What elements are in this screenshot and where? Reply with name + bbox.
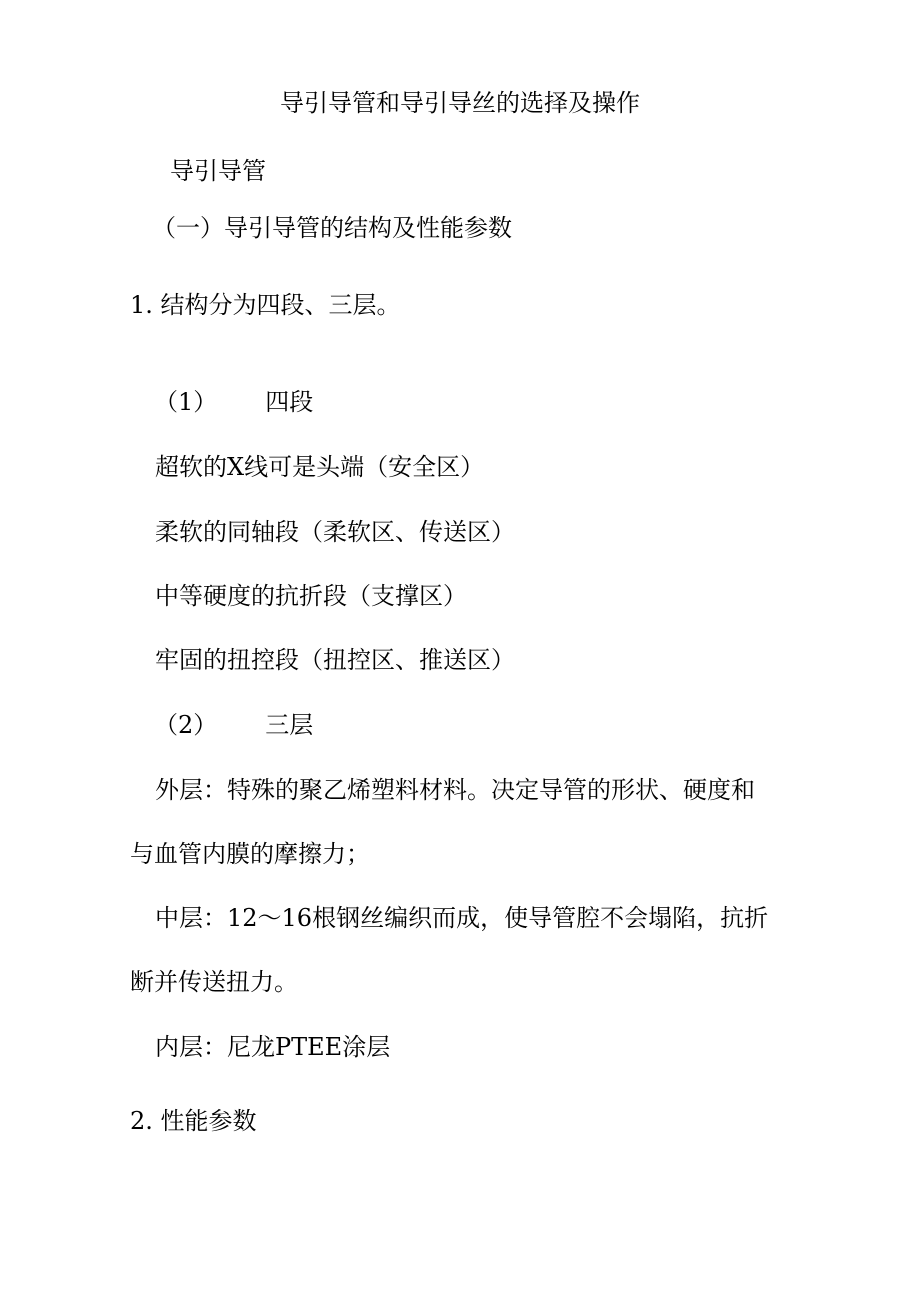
item-1-heading: 1. 结构分为四段、三层。 (130, 291, 401, 319)
segment-line: 柔软的同轴段（柔软区、传送区） (155, 518, 515, 546)
three-layers-number: （2） (154, 711, 218, 739)
subsection-heading: （一）导引导管的结构及性能参数 (152, 214, 512, 242)
outer-layer-text-continued: 与血管内膜的摩擦力； (130, 840, 370, 868)
four-segments-number: （1） (154, 388, 218, 416)
three-layers-label: 三层 (265, 711, 314, 739)
segment-line: 牢固的扭控段（扭控区、推送区） (155, 646, 515, 674)
four-segments-label: 四段 (265, 388, 314, 416)
segment-line: 中等硬度的抗折段（支撑区） (155, 582, 467, 610)
inner-layer-text: 内层：尼龙PTEE涂层 (155, 1033, 391, 1061)
item-2-heading: 2. 性能参数 (130, 1107, 257, 1135)
outer-layer-text: 外层：特殊的聚乙烯塑料材料。决定导管的形状、硬度和 (155, 776, 755, 804)
four-segments-heading (154, 387, 313, 417)
section-heading: 导引导管 (170, 157, 266, 185)
middle-layer-text: 中层：12～16根钢丝编织而成，使导管腔不会塌陷，抗折 (155, 904, 769, 932)
document-title: 导引导管和导引导丝的选择及操作 (280, 89, 640, 117)
three-layers-heading (154, 710, 313, 740)
segment-line: 超软的X线可是头端（安全区） (155, 453, 485, 481)
middle-layer-text-continued: 断并传送扭力。 (130, 968, 298, 996)
